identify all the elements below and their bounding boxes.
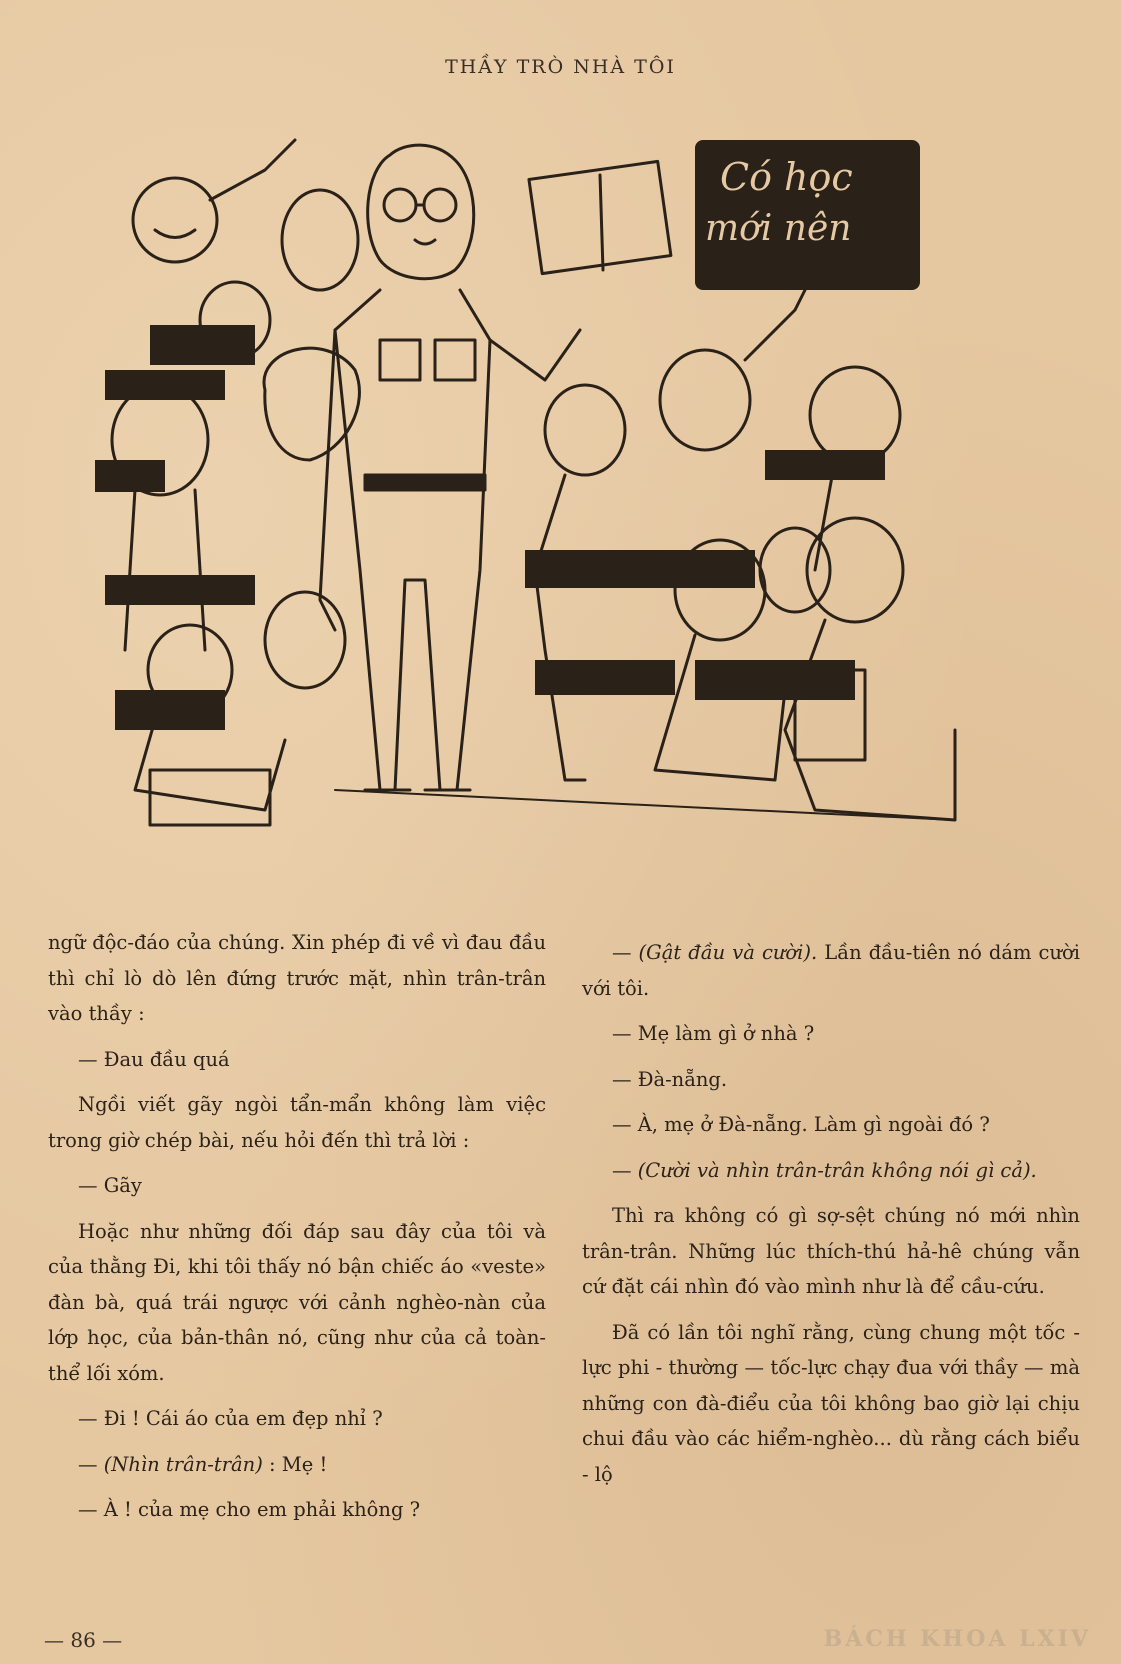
dialogue-line: — Gãy <box>78 1174 142 1197</box>
dialogue-line: — À, mẹ ở Đà-nẵng. Làm gì ngoài đó ? <box>612 1113 990 1136</box>
body-paragraph: ngữ độc-đáo của chúng. Xin phép đi về vì đau đầu thì chỉ lò dò lên đứng trước mặt, nhìn trân-trân vào thầy : <box>48 931 546 1025</box>
blackboard-line-2: mới nên <box>705 208 852 249</box>
dialogue-line: — Đi ! Cái áo của em đẹp nhỉ ? <box>78 1407 383 1430</box>
stage-direction: (Gật đầu và cười). <box>638 941 818 964</box>
dialogue-dash: — <box>78 1452 104 1476</box>
dialogue-line <box>48 1447 546 1483</box>
body-paragraph: Hoặc như những đối đáp sau đây của tôi và của thằng Đi, khi tôi thấy nó bận chiếc áo «veste» đàn bà, quá trái ngược với cảnh nghèo-nàn của lớp học, của bản-thân nó, cũng như của cả toàn-thể lối xóm. <box>48 1219 546 1385</box>
blackboard-line-1: Có học <box>720 155 853 199</box>
body-paragraph: Thì ra không có gì sợ-sệt chúng nó mới nhìn trân-trân. Những lúc thích-thú hả-hê chúng vẫn cứ đặt cái nhìn đó vào mình như là để cầu-cứu. <box>582 1204 1080 1298</box>
dialogue-dash: — <box>612 1158 638 1182</box>
dialogue-line: — Đà-nẵng. <box>612 1067 728 1091</box>
dialogue-text: : Mẹ ! <box>262 1452 328 1476</box>
dialogue-dash: — <box>612 941 639 964</box>
body-paragraph: Ngồi viết gãy ngòi tẩn-mẩn không làm việc trong giờ chép bài, nếu hỏi đến thì trả lời : <box>48 1093 546 1152</box>
classroom-illustration <box>95 130 1030 895</box>
body-paragraph: Đã có lần tôi nghĩ rằng, cùng chung một tốc - lực phi - thường — tốc-lực chạy đua với thầy — mà những con đà-điểu của tôi không bao giờ lại chịu chui đầu vào các hiểm-nghèo... dù rằng cách biểu - lộ <box>582 1320 1080 1486</box>
journal-name: BÁCH KHOA LXIV <box>823 1626 1091 1652</box>
page-number: — 86 — <box>44 1628 123 1652</box>
dialogue-line: — Mẹ làm gì ở nhà ? <box>612 1022 815 1045</box>
dialogue-line: — Đau đầu quá <box>78 1047 230 1071</box>
blackboard <box>695 140 920 294</box>
blackboard-line-3: khôn <box>745 254 830 294</box>
stage-direction: (Cười và nhìn trân-trân không nói gì cả). <box>637 1158 1037 1182</box>
dialogue-text: Lần đầu-tiên nó dám cười với tôi. <box>582 941 1080 1000</box>
running-title: THẦY TRÒ NHÀ TÔI <box>445 56 676 78</box>
dialogue-line: — À ! của mẹ cho em phải không ? <box>78 1498 421 1521</box>
dialogue-line <box>582 935 1080 1006</box>
stage-direction: (Nhìn trân-trân) <box>103 1452 263 1476</box>
dialogue-line <box>582 1153 1080 1189</box>
left-column <box>48 925 546 1528</box>
right-column <box>582 925 1080 1492</box>
